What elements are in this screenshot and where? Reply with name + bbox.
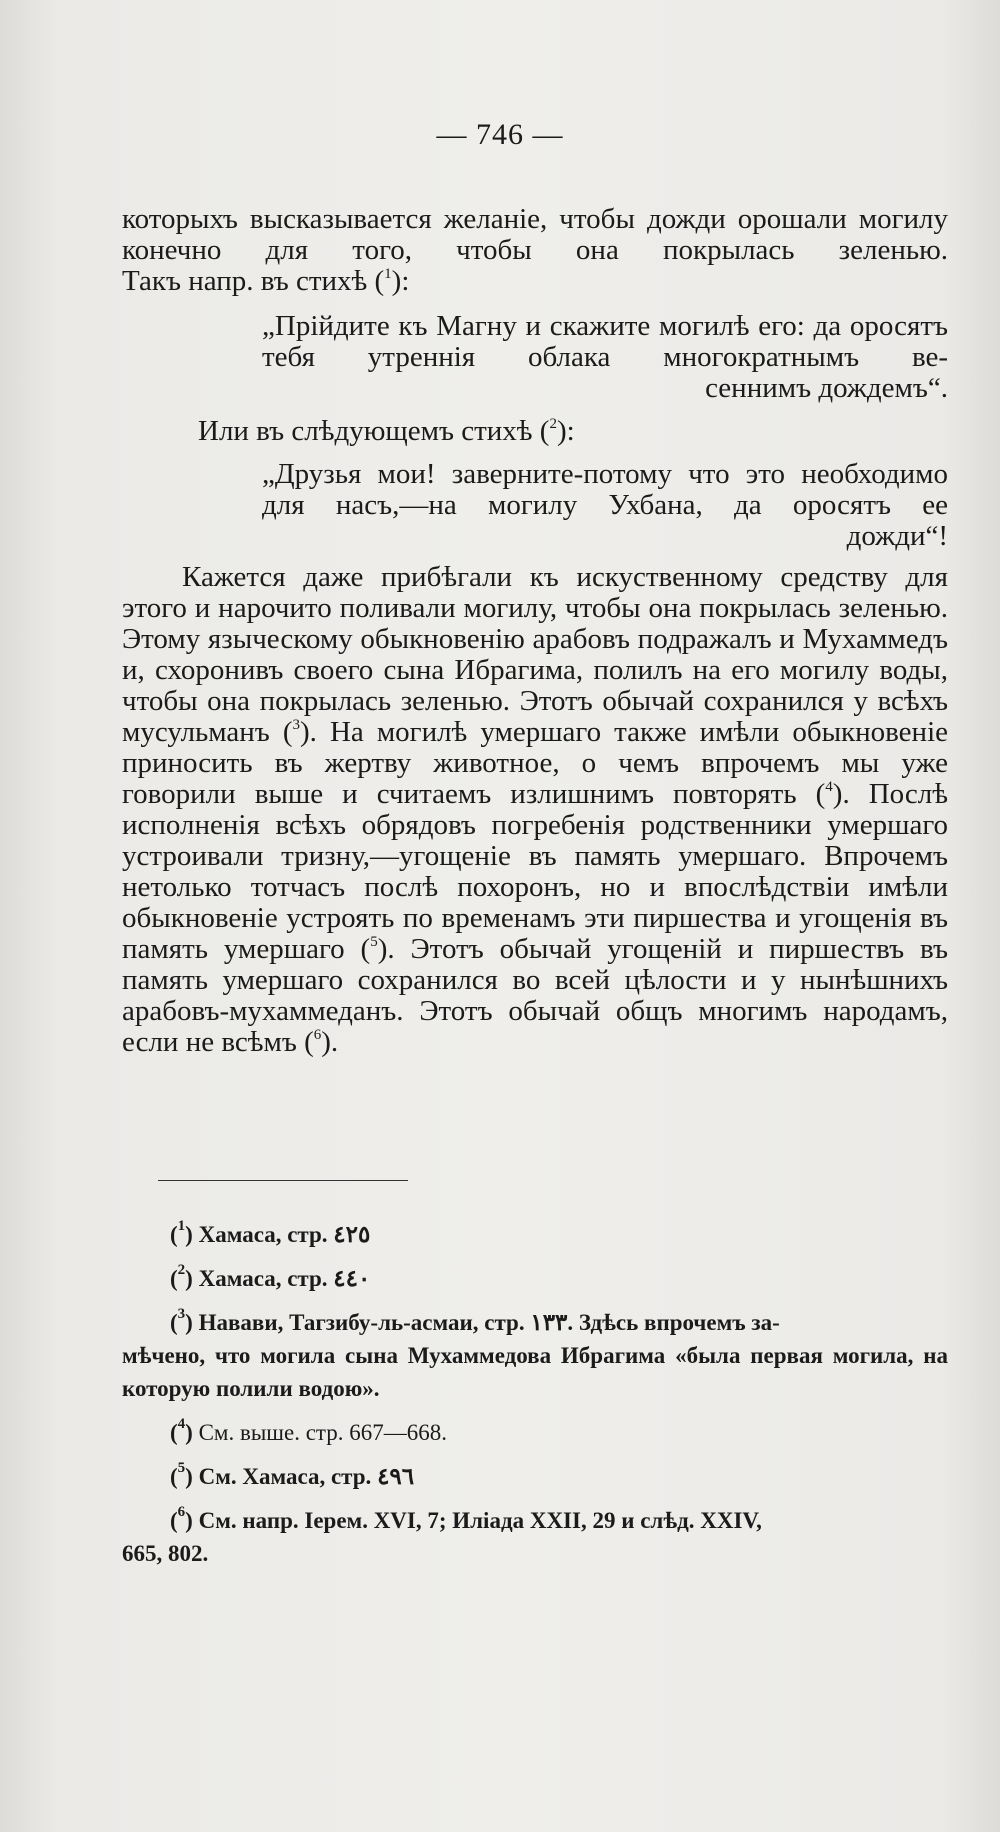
footnote-6: ($^6$) См. напр. Iерем. XVI, 7; Иліада XXII, 29 и слѣд. XXIV, <box>170 1504 762 1533</box>
footnote-divider <box>158 1180 408 1181</box>
paragraph-3: Кажется даже прибѣгали къ искуственному средству для этого и нарочито поливали могилу, чтобы она покрылась зеленью. Этому языческому обыкновенію арабовъ подражалъ и Мухаммедъ и, схоронивъ своего сына Ибрагима, полилъ на его могилу воды, чтобы она покрылась зеленью. Этотъ обычай сохранился у всѣхъ мусульманъ ($^3$). На могилѣ умершаго также имѣли обыкновеніе приносить въ жертву животное, о чемъ впрочемъ мы уже говорили выше и считаемъ излишнимъ повторять ($^4$). Послѣ исполненія всѣхъ обрядовъ погребенія родственники умершаго устроивали тризну,—угощеніе въ память умершаго. Впрочемъ нетолько тотчасъ послѣ похоронъ, но и впослѣдствіи имѣли обыкновеніе устроять по временамъ эти пиршества и угощенія въ память умершаго ($^5$). Этотъ обычай угощеній и пиршествъ въ память умершаго сохранился во всей цѣлости и у нынѣшнихъ арабовъ-мухаммеданъ. Этотъ обычай общъ многимъ народамъ, если не всѣмъ ($^6$). <box>122 561 949 1058</box>
quote-1-end: сеннимъ дождемъ“. <box>705 372 948 404</box>
footnote-1: ($^1$) Хамаса, стр. ٤٢٥ <box>170 1218 371 1247</box>
footnote-ref-1[interactable]: 1 <box>384 266 392 282</box>
page-number: — 746 — <box>436 118 564 151</box>
footnote-ref-3[interactable]: 3 <box>292 717 301 733</box>
paragraph-2: Или въ слѣдующемъ стихѣ ($^2$): <box>198 415 575 447</box>
quote-2: „Друзья мои! заверните-потому что это необходимо для насъ,—на могилу Ухбана, да оросятъ ее <box>262 458 948 521</box>
footnote-3-continued: мѣчено, что могила сына Мухаммедова Ибрагима «была первая могила, на которую полили водою». <box>122 1343 948 1401</box>
footnote-4: ($^4$) См. выше. стр. 667—668. <box>170 1416 448 1445</box>
footnote-ref-5[interactable]: 5 <box>370 934 378 950</box>
quote-1: „Прійдите къ Магну и скажите могилѣ его: да оросятъ тебя утреннія облака многократнымъ ве- <box>262 310 948 373</box>
paragraph-1-end: Такъ напр. въ стихѣ ($^1$): <box>122 265 410 297</box>
footnote-ref-4[interactable]: 4 <box>825 779 833 795</box>
footnote-ref-2[interactable]: 2 <box>549 416 557 432</box>
footnote-3: ($^3$) Навави, Тагзибу-ль-асмаи, стр. ١٣٣. Здѣсь впрочемъ за- <box>170 1306 780 1335</box>
footnote-2: ($^2$) Хамаса, стр. ٤٤٠ <box>170 1262 371 1291</box>
footnote-ref-6[interactable]: 6 <box>313 1027 322 1043</box>
footnote-6-continued: 665, 802. <box>122 1541 209 1566</box>
footnotes <box>122 1218 948 1581</box>
quote-2-end: дожди“! <box>846 520 948 552</box>
paragraph-1: которыхъ высказывается желаніе, чтобы дожди орошали могилу конечно для того, чтобы она покрылась зеленью. <box>122 203 948 266</box>
main-text <box>122 204 948 1058</box>
footnote-5: ($^5$) См. Хамаса, стр. ٤٩٦ <box>170 1460 415 1489</box>
